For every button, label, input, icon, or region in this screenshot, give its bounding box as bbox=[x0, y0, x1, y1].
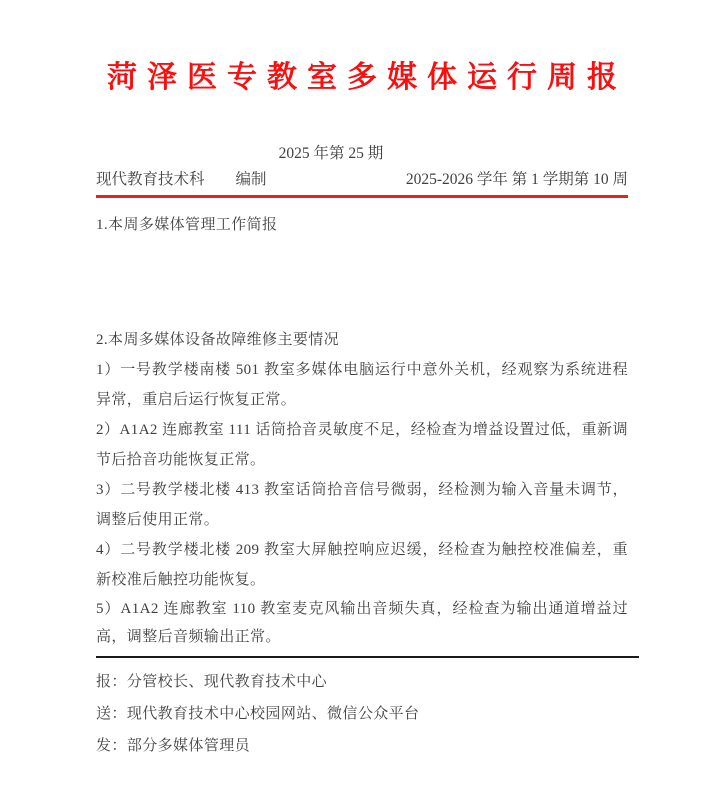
compiler-credit: 现代教育技术科 编制 bbox=[96, 171, 267, 188]
distribution-report-label: 报： bbox=[96, 674, 127, 690]
distribution-block bbox=[96, 666, 628, 762]
distribution-issue-line bbox=[96, 730, 628, 762]
distribution-send-text: 现代教育技术中心校园网站、微信公众平台 bbox=[126, 706, 420, 722]
maintenance-item-2: 2）A1A2 连廊教室 111 话筒拾音灵敏度不足，经检查为增益设置过低，重新调节后拾音功能恢复正常。 bbox=[96, 422, 628, 468]
distribution-issue-label: 发： bbox=[96, 738, 127, 754]
report-content bbox=[96, 0, 628, 762]
maintenance-item-1: 1）一号教学楼南楼 501 教室多媒体电脑运行中意外关机，经观察为系统进程异常，重启后运行恢复正常。 bbox=[96, 362, 628, 408]
section-1-heading: 1.本周多媒体管理工作简报 bbox=[96, 217, 278, 233]
issue-number: 2025 年第 25 期 bbox=[278, 145, 384, 162]
masthead-row bbox=[96, 170, 628, 190]
maintenance-item-4: 4）二号教学楼北楼 209 教室大屏触控响应迟缓，经检查为触控校准偏差，重新校准后触控功能恢复。 bbox=[96, 542, 628, 588]
term-week: 2025-2026 学年 第 1 学期第 10 周 bbox=[405, 171, 628, 188]
section-2-heading: 2.本周多媒体设备故障维修主要情况 bbox=[96, 332, 340, 348]
distribution-report-text: 分管校长、现代教育技术中心 bbox=[126, 674, 328, 690]
maintenance-item-5: 5）A1A2 连廊教室 110 教室麦克风输出音频失真，经检查为输出通道增益过高，调整后音频输出正常。 bbox=[96, 601, 628, 645]
distribution-send-label: 送： bbox=[96, 706, 127, 722]
distribution-report-line bbox=[96, 666, 628, 698]
header-rule bbox=[96, 195, 628, 198]
footer-rule bbox=[96, 656, 639, 658]
maintenance-item-3: 3）二号教学楼北楼 413 教室话筒拾音信号微弱，经检测为输入音量未调节，调整后使用正常。 bbox=[96, 482, 628, 528]
distribution-issue-text: 部分多媒体管理员 bbox=[126, 738, 251, 754]
page-title: 菏泽医专教室多媒体运行周报 bbox=[107, 61, 627, 94]
section-1-blank-body bbox=[96, 239, 628, 325]
distribution-send-line bbox=[96, 698, 628, 730]
